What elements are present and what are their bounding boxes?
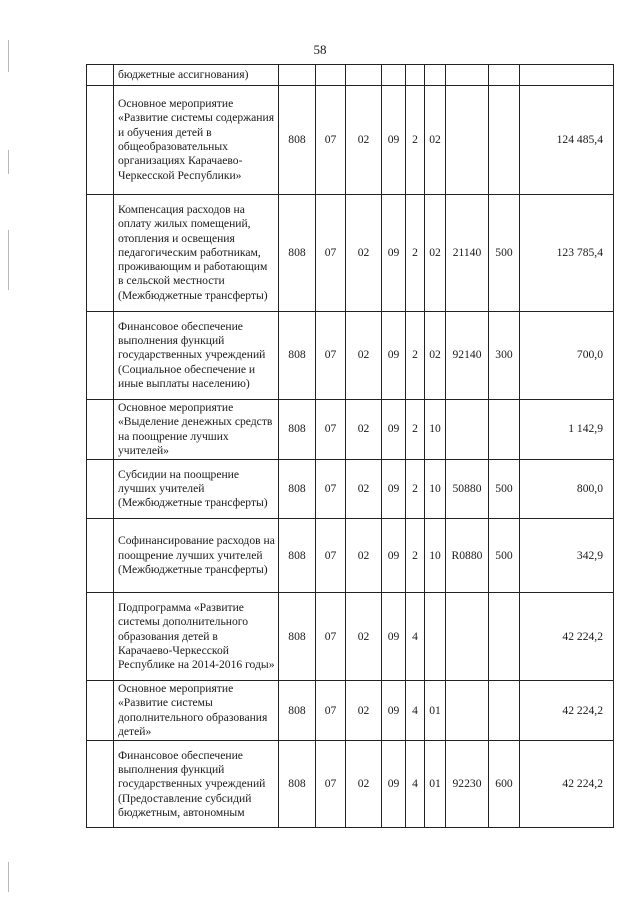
table-row bbox=[87, 312, 614, 400]
table-row bbox=[87, 460, 614, 519]
cell-target-program-code: 09 bbox=[382, 593, 406, 681]
cell-number bbox=[87, 519, 114, 593]
cell-target-activity-code bbox=[425, 593, 446, 681]
cell-target-activity-code: 10 bbox=[425, 460, 446, 519]
cell-section-code: 07 bbox=[316, 195, 346, 312]
cell-subsection-code: 02 bbox=[346, 86, 382, 195]
cell-name: Компенсация расходов на оплату жилых помещений, отопления и освещения педагогическим работникам, проживающим и работающим в сельской местности (Межбюджетные трансферты) bbox=[114, 195, 279, 312]
cell-name: Основное мероприятие «Развитие системы содержания и обучения детей в общеобразовательных организациях Карачаево-Черкесской Республики» bbox=[114, 86, 279, 195]
cell-ved-code bbox=[279, 65, 316, 86]
cell-name: Основное мероприятие «Выделение денежных средств на поощрение лучших учителей» bbox=[114, 400, 279, 460]
cell-section-code: 07 bbox=[316, 593, 346, 681]
scan-margin-mark bbox=[8, 150, 9, 174]
cell-target-subprogram-code: 4 bbox=[406, 681, 425, 741]
cell-target-program-code: 09 bbox=[382, 741, 406, 828]
cell-target-activity-code: 10 bbox=[425, 400, 446, 460]
cell-target-subprogram-code: 2 bbox=[406, 195, 425, 312]
cell-target-subprogram-code: 2 bbox=[406, 86, 425, 195]
cell-target-program-code: 09 bbox=[382, 195, 406, 312]
cell-number bbox=[87, 460, 114, 519]
table-row bbox=[87, 400, 614, 460]
page-number: 58 bbox=[313, 42, 327, 57]
cell-target-program-code bbox=[382, 65, 406, 86]
cell-amount bbox=[520, 65, 614, 86]
cell-section-code: 07 bbox=[316, 312, 346, 400]
cell-target-direction-code bbox=[446, 593, 489, 681]
cell-section-code: 07 bbox=[316, 519, 346, 593]
cell-target-activity-code: 01 bbox=[425, 741, 446, 828]
cell-section-code: 07 bbox=[316, 400, 346, 460]
cell-number bbox=[87, 400, 114, 460]
cell-target-subprogram-code: 2 bbox=[406, 312, 425, 400]
cell-target-activity-code: 02 bbox=[425, 312, 446, 400]
cell-amount: 1 142,9 bbox=[520, 400, 614, 460]
cell-expense-type-code: 300 bbox=[489, 312, 520, 400]
cell-target-subprogram-code: 4 bbox=[406, 593, 425, 681]
cell-target-subprogram-code: 2 bbox=[406, 519, 425, 593]
table-row bbox=[87, 195, 614, 312]
cell-target-activity-code: 02 bbox=[425, 195, 446, 312]
cell-target-program-code: 09 bbox=[382, 681, 406, 741]
cell-name: Субсидии на поощрение лучших учителей (Межбюджетные трансферты) bbox=[114, 460, 279, 519]
cell-name: Основное мероприятие «Развитие системы дополнительного образования детей» bbox=[114, 681, 279, 741]
cell-amount: 124 485,4 bbox=[520, 86, 614, 195]
cell-ved-code: 808 bbox=[279, 86, 316, 195]
cell-target-program-code: 09 bbox=[382, 460, 406, 519]
scan-margin-mark bbox=[8, 230, 9, 290]
cell-number bbox=[87, 312, 114, 400]
cell-amount: 42 224,2 bbox=[520, 741, 614, 828]
table-row bbox=[87, 65, 614, 86]
cell-target-direction-code bbox=[446, 681, 489, 741]
cell-target-direction-code: 92140 bbox=[446, 312, 489, 400]
cell-ved-code: 808 bbox=[279, 195, 316, 312]
cell-ved-code: 808 bbox=[279, 741, 316, 828]
cell-amount: 700,0 bbox=[520, 312, 614, 400]
cell-name: Финансовое обеспечение выполнения функций государственных учреждений (Предоставление субсидий бюджетным, автономным bbox=[114, 741, 279, 828]
cell-target-program-code: 09 bbox=[382, 312, 406, 400]
cell-target-activity-code: 02 bbox=[425, 86, 446, 195]
cell-ved-code: 808 bbox=[279, 681, 316, 741]
cell-amount: 342,9 bbox=[520, 519, 614, 593]
cell-number bbox=[87, 86, 114, 195]
table-row bbox=[87, 593, 614, 681]
cell-target-subprogram-code: 4 bbox=[406, 741, 425, 828]
cell-expense-type-code bbox=[489, 86, 520, 195]
cell-number bbox=[87, 593, 114, 681]
cell-expense-type-code bbox=[489, 681, 520, 741]
cell-target-program-code: 09 bbox=[382, 86, 406, 195]
cell-target-direction-code bbox=[446, 400, 489, 460]
cell-name: Софинансирование расходов на поощрение лучших учителей (Межбюджетные трансферты) bbox=[114, 519, 279, 593]
cell-target-activity-code: 10 bbox=[425, 519, 446, 593]
cell-subsection-code: 02 bbox=[346, 400, 382, 460]
cell-amount: 800,0 bbox=[520, 460, 614, 519]
cell-target-program-code: 09 bbox=[382, 400, 406, 460]
cell-ved-code: 808 bbox=[279, 400, 316, 460]
cell-name: Подпрограмма «Развитие системы дополнительного образования детей в Карачаево-Черкесской Республике на 2014-2016 годы» bbox=[114, 593, 279, 681]
cell-ved-code: 808 bbox=[279, 460, 316, 519]
cell-number bbox=[87, 741, 114, 828]
cell-subsection-code: 02 bbox=[346, 741, 382, 828]
cell-target-activity-code bbox=[425, 65, 446, 86]
cell-expense-type-code bbox=[489, 593, 520, 681]
cell-subsection-code: 02 bbox=[346, 681, 382, 741]
cell-target-subprogram-code: 2 bbox=[406, 400, 425, 460]
cell-name: бюджетные ассигнования) bbox=[114, 65, 279, 86]
cell-expense-type-code bbox=[489, 400, 520, 460]
cell-ved-code: 808 bbox=[279, 312, 316, 400]
cell-section-code: 07 bbox=[316, 741, 346, 828]
table-row bbox=[87, 519, 614, 593]
cell-subsection-code: 02 bbox=[346, 519, 382, 593]
cell-target-direction-code: R0880 bbox=[446, 519, 489, 593]
cell-target-program-code: 09 bbox=[382, 519, 406, 593]
cell-subsection-code bbox=[346, 65, 382, 86]
cell-number bbox=[87, 681, 114, 741]
cell-amount: 42 224,2 bbox=[520, 681, 614, 741]
cell-target-direction-code bbox=[446, 86, 489, 195]
cell-subsection-code: 02 bbox=[346, 195, 382, 312]
cell-ved-code: 808 bbox=[279, 519, 316, 593]
cell-target-direction-code: 21140 bbox=[446, 195, 489, 312]
cell-number bbox=[87, 195, 114, 312]
budget-table bbox=[86, 64, 614, 828]
table-row bbox=[87, 681, 614, 741]
cell-expense-type-code bbox=[489, 65, 520, 86]
cell-target-direction-code: 92230 bbox=[446, 741, 489, 828]
cell-name: Финансовое обеспечение выполнения функций государственных учреждений (Социальное обеспечение и иные выплаты населению) bbox=[114, 312, 279, 400]
cell-amount: 123 785,4 bbox=[520, 195, 614, 312]
cell-subsection-code: 02 bbox=[346, 460, 382, 519]
cell-expense-type-code: 500 bbox=[489, 460, 520, 519]
cell-subsection-code: 02 bbox=[346, 312, 382, 400]
cell-target-subprogram-code: 2 bbox=[406, 460, 425, 519]
cell-target-direction-code: 50880 bbox=[446, 460, 489, 519]
cell-section-code: 07 bbox=[316, 460, 346, 519]
cell-expense-type-code: 600 bbox=[489, 741, 520, 828]
cell-section-code: 07 bbox=[316, 86, 346, 195]
table-body bbox=[87, 65, 614, 828]
cell-expense-type-code: 500 bbox=[489, 195, 520, 312]
cell-ved-code: 808 bbox=[279, 593, 316, 681]
scan-margin-mark bbox=[8, 862, 9, 892]
cell-section-code bbox=[316, 65, 346, 86]
cell-target-direction-code bbox=[446, 65, 489, 86]
table-row bbox=[87, 86, 614, 195]
cell-amount: 42 224,2 bbox=[520, 593, 614, 681]
cell-target-activity-code: 01 bbox=[425, 681, 446, 741]
cell-expense-type-code: 500 bbox=[489, 519, 520, 593]
cell-section-code: 07 bbox=[316, 681, 346, 741]
cell-subsection-code: 02 bbox=[346, 593, 382, 681]
cell-number bbox=[87, 65, 114, 86]
table-row bbox=[87, 741, 614, 828]
cell-target-subprogram-code bbox=[406, 65, 425, 86]
